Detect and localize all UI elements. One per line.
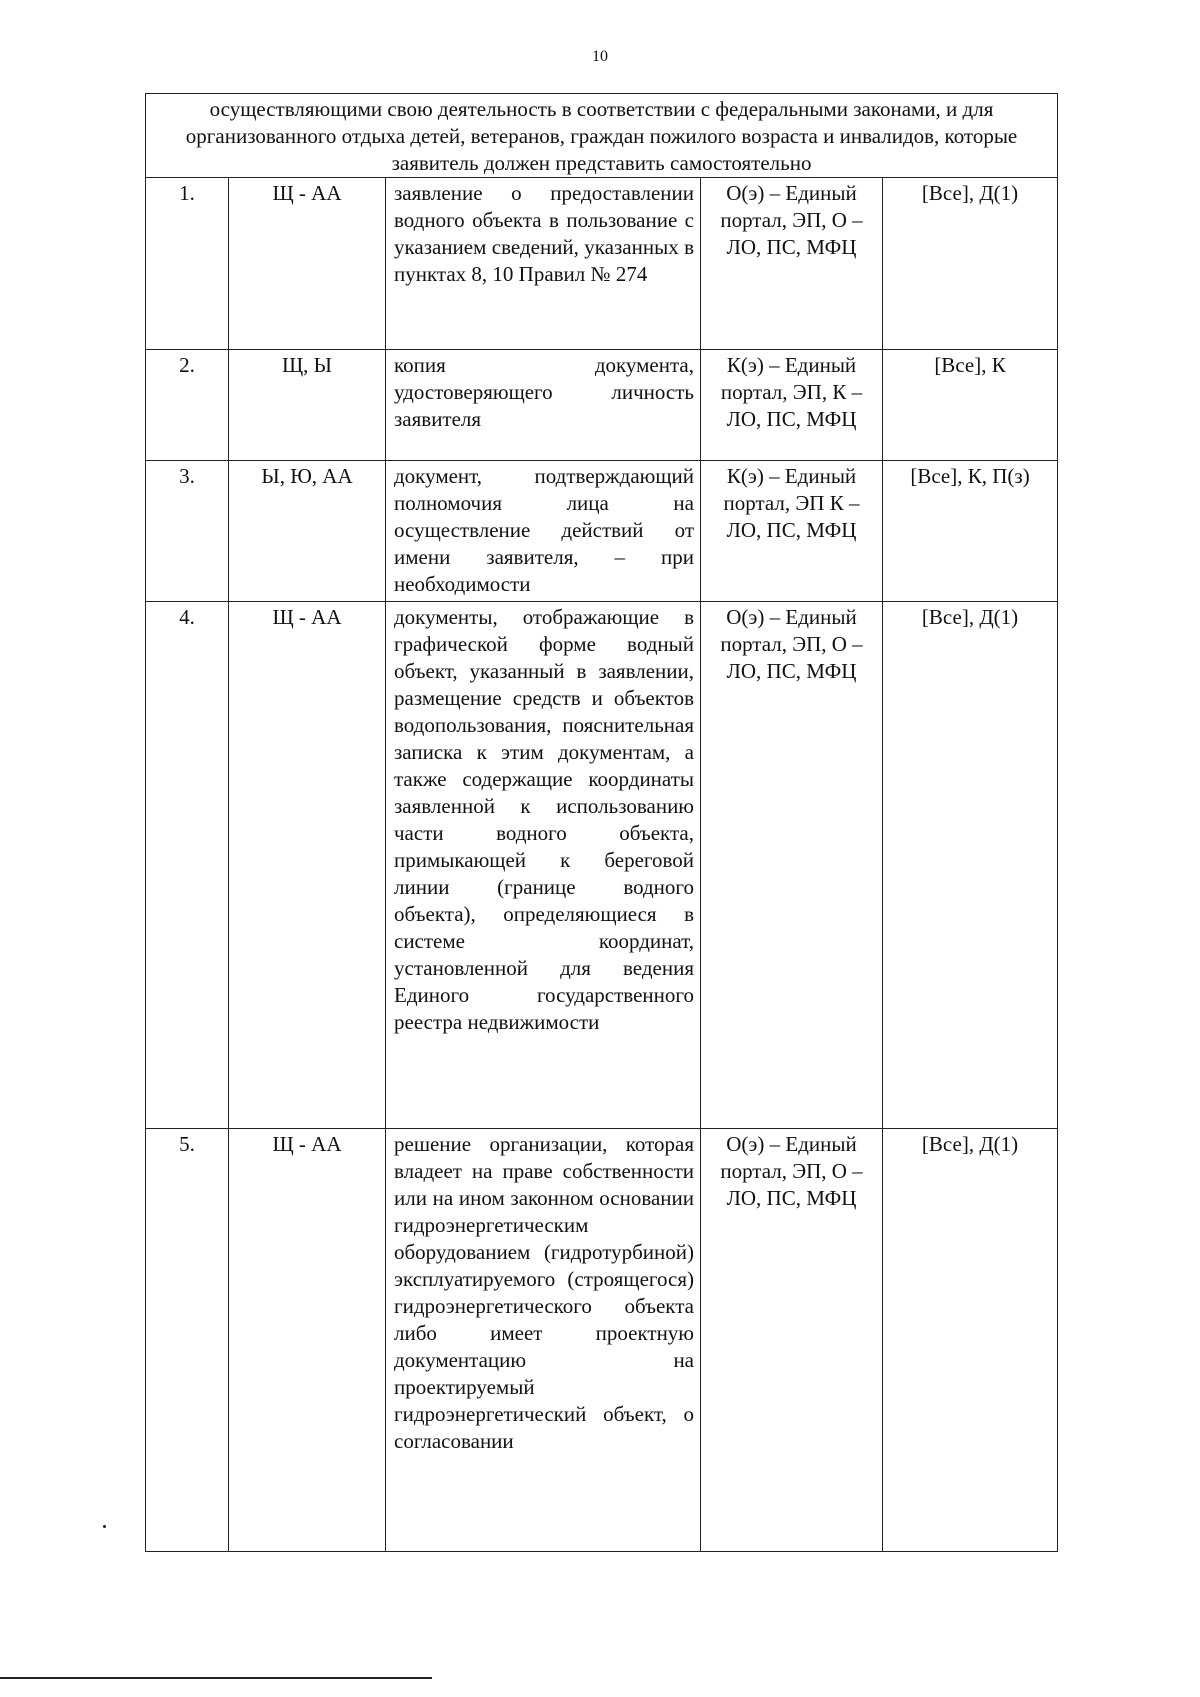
row-description: копия документа, удостоверяющего личность заявителя — [386, 350, 701, 461]
row-code: Щ - АА — [229, 602, 386, 1129]
row-number: 2. — [146, 350, 229, 461]
row-form: О(э) – Единый портал, ЭП, О – ЛО, ПС, МФЦ — [701, 178, 883, 350]
row-description: решение организации, которая владеет на праве собственности или на ином законном основании гидроэнергетическим оборудованием (гидротурбиной) эксплуатируемого (строящегося) гидроэнергетического объекта либо имеет проектную документацию на проектируемый гидроэнергетический объект, о согласовании — [386, 1129, 701, 1552]
row-code: Ы, Ю, АА — [229, 461, 386, 602]
row-number: 5. — [146, 1129, 229, 1552]
row-form: К(э) – Единый портал, ЭП К – ЛО, ПС, МФЦ — [701, 461, 883, 602]
row-requirement: [Все], Д(1) — [883, 178, 1058, 350]
row-requirement: [Все], К — [883, 350, 1058, 461]
row-number: 1. — [146, 178, 229, 350]
table-row — [146, 1129, 1058, 1552]
row-description: документы, отображающие в графической форме водный объект, указанный в заявлении, размещение средств и объектов водопользования, пояснительная записка к этим документам, а также содержащие координаты заявленной к использованию части водного объекта, примыкающей к береговой линии (границе водного объекта), определяющиеся в системе координат, установленной для ведения Единого государственного реестра недвижимости — [386, 602, 701, 1129]
table-header-text: осуществляющими свою деятельность в соответствии с федеральными законами, и для организованного отдыха детей, ветеранов, граждан пожилого возраста и инвалидов, которые заявитель должен представить самостоятельно — [146, 94, 1058, 178]
table-row — [146, 350, 1058, 461]
scan-dot-mark — [103, 1525, 106, 1528]
row-description: документ, подтверждающий полномочия лица на осуществление действий от имени заявителя, – при необходимости — [386, 461, 701, 602]
row-code: Щ - АА — [229, 1129, 386, 1552]
footer-rule — [0, 1677, 432, 1679]
table-header-row — [146, 94, 1058, 178]
table-row — [146, 461, 1058, 602]
row-requirement: [Все], К, П(з) — [883, 461, 1058, 602]
documents-table — [145, 93, 1058, 1552]
row-form: О(э) – Единый портал, ЭП, О – ЛО, ПС, МФЦ — [701, 1129, 883, 1552]
row-requirement: [Все], Д(1) — [883, 602, 1058, 1129]
table-row — [146, 178, 1058, 350]
row-form: К(э) – Единый портал, ЭП, К – ЛО, ПС, МФЦ — [701, 350, 883, 461]
page-number: 10 — [592, 48, 608, 65]
row-code: Щ, Ы — [229, 350, 386, 461]
row-number: 3. — [146, 461, 229, 602]
row-number: 4. — [146, 602, 229, 1129]
row-code: Щ - АА — [229, 178, 386, 350]
row-description: заявление о предоставлении водного объекта в пользование с указанием сведений, указанных в пунктах 8, 10 Правил № 274 — [386, 178, 701, 350]
row-requirement: [Все], Д(1) — [883, 1129, 1058, 1552]
table-row — [146, 602, 1058, 1129]
row-form: О(э) – Единый портал, ЭП, О – ЛО, ПС, МФЦ — [701, 602, 883, 1129]
